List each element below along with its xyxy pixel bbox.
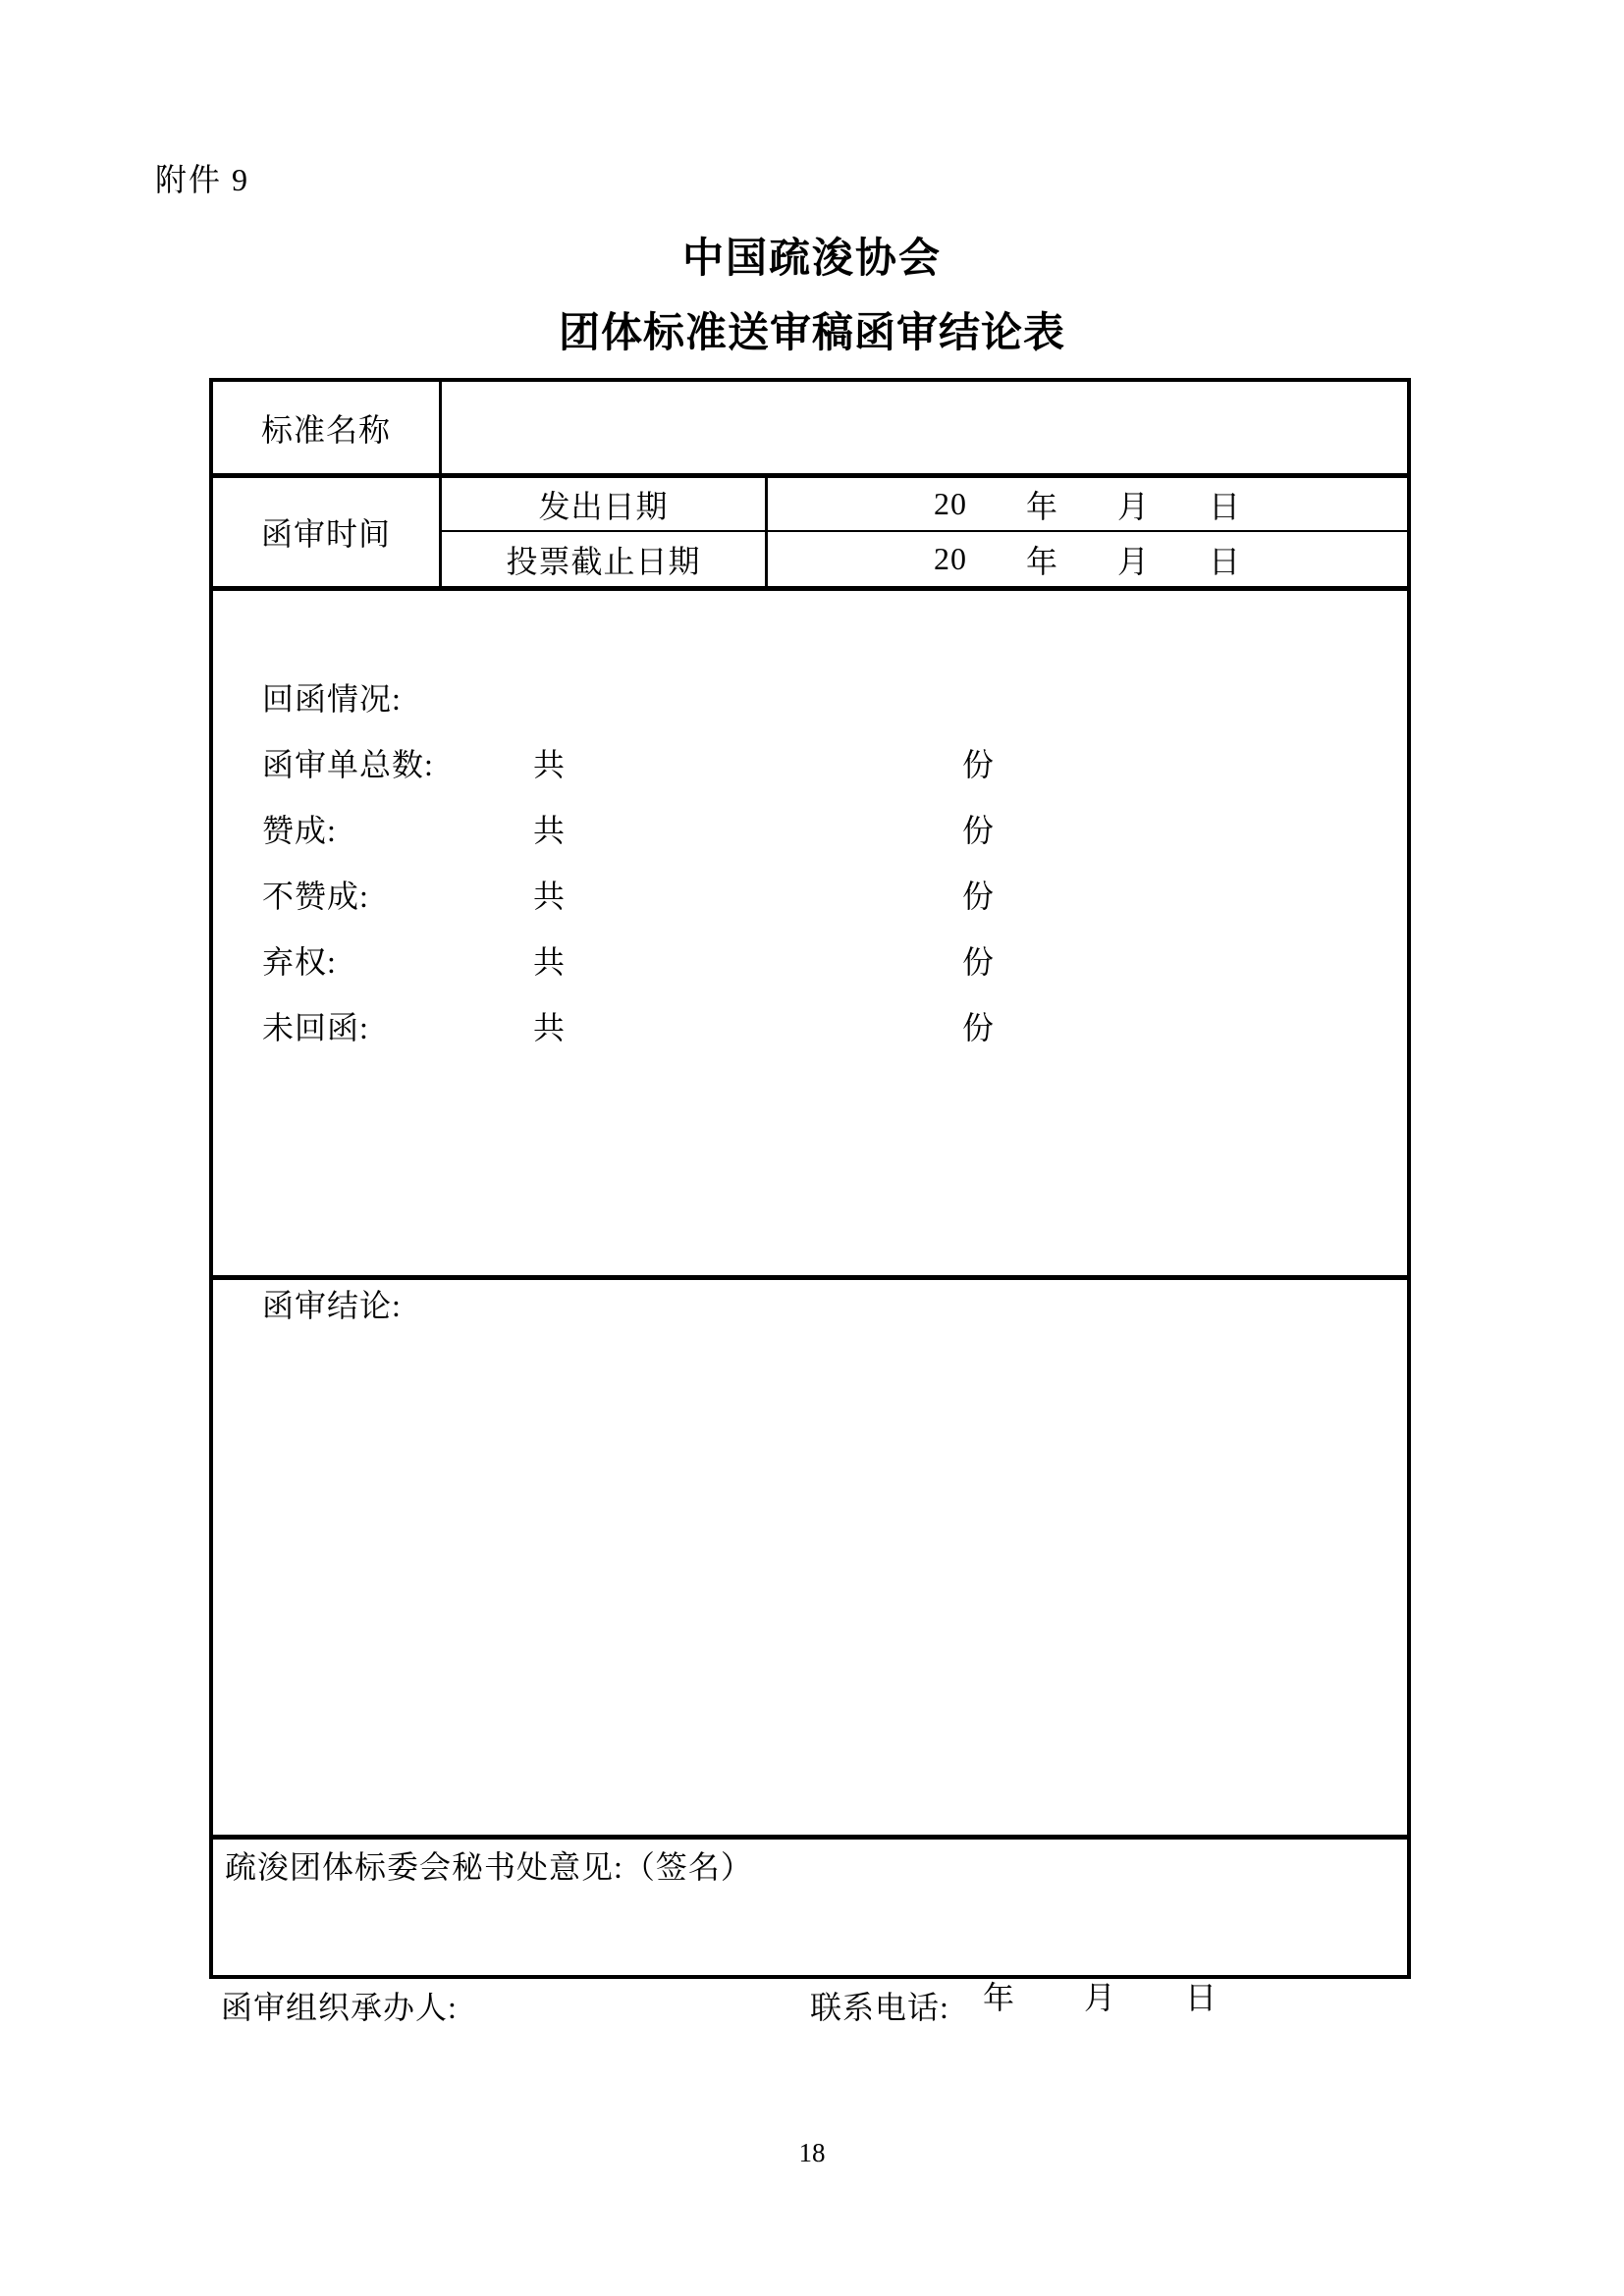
document-title-line1: 中国疏浚协会: [681, 237, 942, 282]
issue-date-label-cell: [442, 478, 768, 530]
reply-row-total-label: 函审单总数:: [262, 746, 434, 782]
review-time-label: 函审时间: [260, 516, 391, 552]
reply-row-noreply-suffix: 份: [962, 1009, 996, 1045]
secretariat-sign-date: [983, 1973, 1218, 2018]
issue-date-row: [442, 478, 1407, 532]
standard-name-label-cell: [213, 382, 442, 473]
review-time-label-cell: [213, 478, 442, 586]
organizer-line: [221, 1983, 949, 2028]
reply-status-section: [213, 591, 1407, 1280]
reply-row-approve: [213, 795, 1407, 861]
reply-row-abstain-label: 弃权:: [262, 943, 337, 980]
reply-row-noreply: [213, 992, 1407, 1058]
standard-name-row: [213, 382, 1407, 478]
reply-row-abstain-suffix: 份: [962, 943, 996, 980]
document-title-line2: 团体标准送审稿函审结论表: [558, 311, 1065, 356]
vote-deadline-year-label: 年: [1025, 543, 1058, 579]
issue-date-month-label: 月: [1116, 488, 1150, 524]
issue-date-year-prefix: 20: [933, 486, 967, 521]
page-number: 18: [798, 2138, 826, 2167]
reply-status-title-line: [213, 664, 1407, 729]
reply-row-disapprove: [213, 861, 1407, 927]
secretariat-label: 疏浚团体标委会秘书处意见:（签名）: [225, 1849, 753, 1885]
vote-deadline-label: 投票截止日期: [506, 543, 701, 579]
reply-row-abstain: [213, 927, 1407, 992]
reply-status-title: 回函情况:: [262, 680, 402, 717]
reply-row-approve-prefix: 共: [533, 812, 567, 848]
reply-row-disapprove-label: 不赞成:: [262, 878, 369, 914]
reply-row-noreply-prefix: 共: [533, 1009, 567, 1045]
organizer-label: 函审组织承办人:: [221, 1990, 458, 2025]
sign-year-label: 年: [982, 1980, 1015, 2015]
reply-row-total-suffix: 份: [962, 746, 996, 782]
reply-row-noreply-label: 未回函:: [262, 1009, 369, 1045]
issue-date-value-cell: [768, 478, 1407, 530]
sign-month-label: 月: [1083, 1980, 1116, 2015]
reply-row-disapprove-prefix: 共: [533, 878, 567, 914]
review-time-subrows: [442, 478, 1407, 586]
attachment-label: 附件 9: [155, 162, 250, 197]
reply-row-approve-label: 赞成:: [262, 812, 337, 848]
vote-deadline-month-label: 月: [1116, 543, 1150, 579]
reply-row-approve-suffix: 份: [962, 812, 996, 848]
vote-deadline-year-prefix: 20: [933, 541, 967, 576]
reply-row-abstain-prefix: 共: [533, 943, 567, 980]
conclusion-section: [213, 1280, 1407, 1840]
reply-row-total-prefix: 共: [533, 746, 567, 782]
vote-deadline-label-cell: [442, 532, 768, 586]
review-time-row: [213, 478, 1407, 591]
vote-deadline-row: [442, 532, 1407, 586]
issue-date-label: 发出日期: [538, 488, 669, 524]
contact-phone-label: 联系电话:: [810, 1990, 949, 2025]
standard-name-label: 标准名称: [260, 411, 391, 448]
vote-deadline-day-label: 日: [1209, 543, 1242, 579]
reply-row-disapprove-suffix: 份: [962, 878, 996, 914]
conclusion-label: 函审结论:: [262, 1288, 402, 1323]
vote-deadline-value-cell: [768, 532, 1407, 586]
issue-date-day-label: 日: [1209, 488, 1242, 524]
sign-day-label: 日: [1184, 1980, 1218, 2015]
reply-row-total: [213, 729, 1407, 795]
issue-date-year-label: 年: [1025, 488, 1058, 524]
standard-name-value-cell: [442, 382, 1407, 473]
